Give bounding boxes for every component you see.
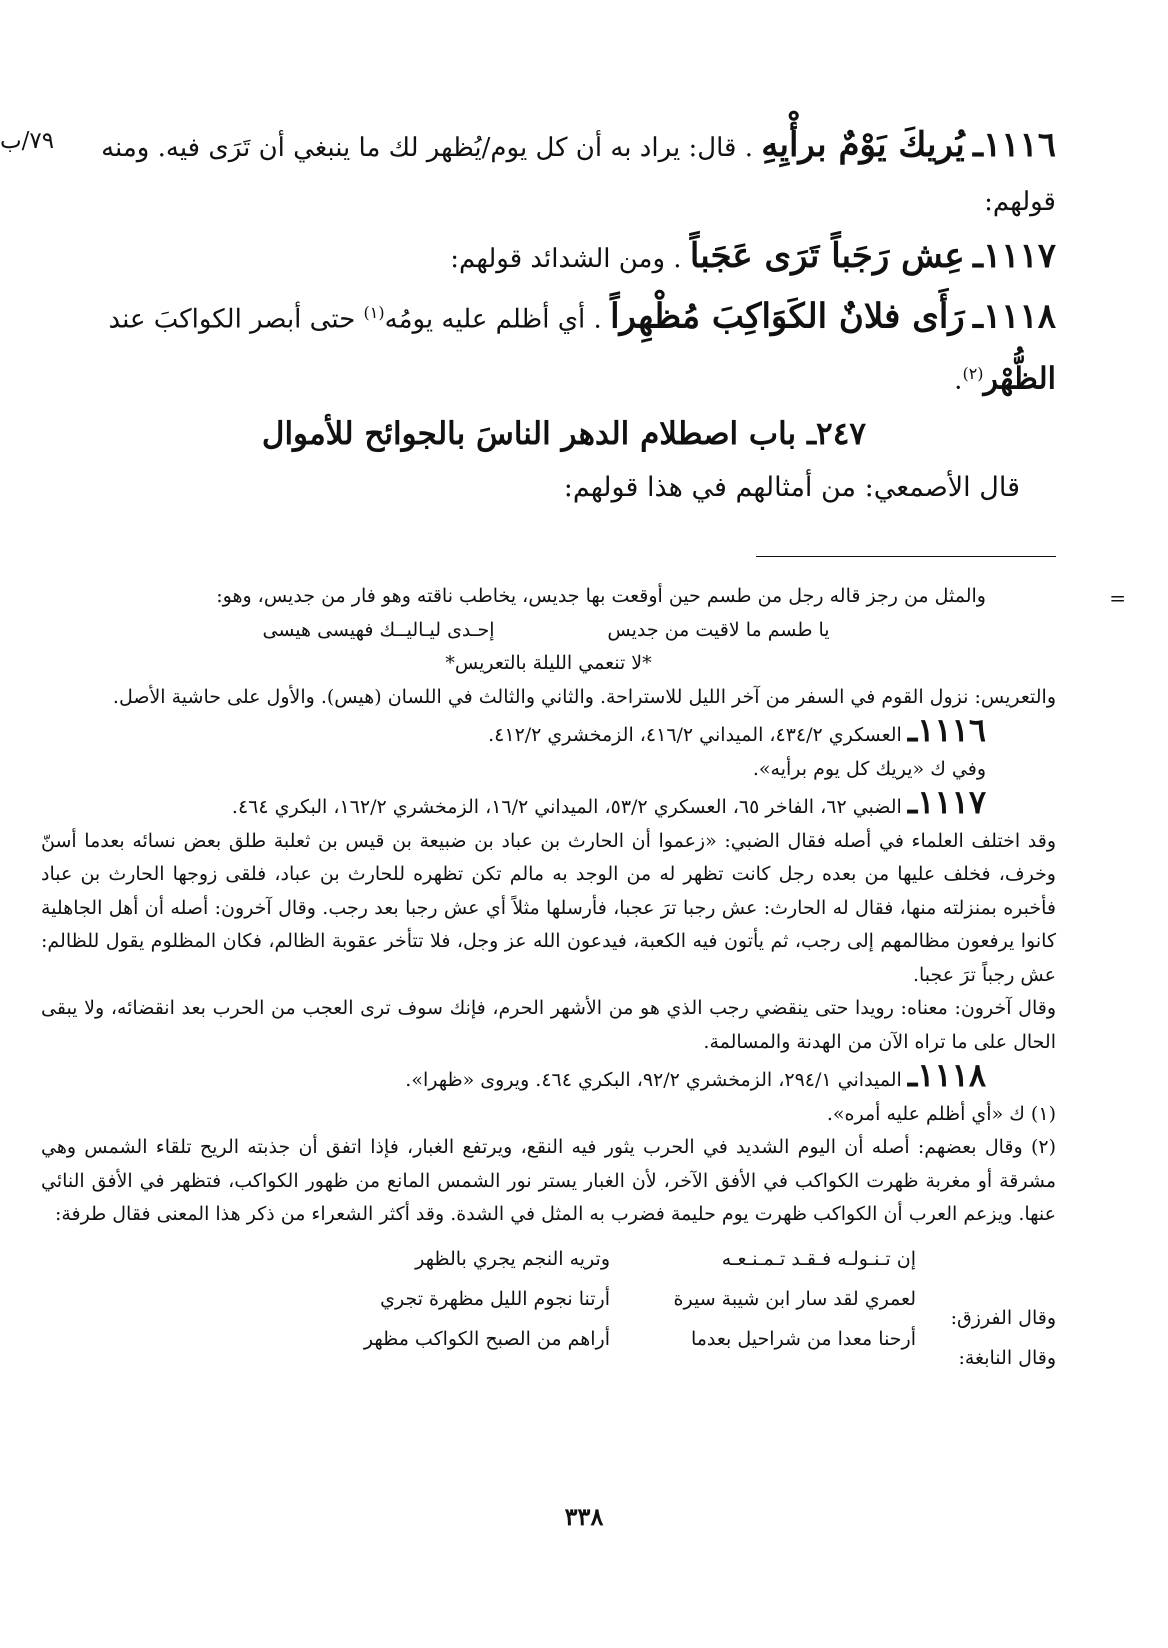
note-number: ١١١٦ـ — [907, 711, 986, 749]
note-paragraph: وقد اختلف العلماء في أصله فقال الضبي: «زعموا أن الحارث بن عباد بن ضبيعة بن قيس بن ثعلبة طلق بعض نسائه بعدما أسنّ وخرف، فخلف عليها من بعده رجل كانت تظهر له من الوجد به مالم تكن تظهره للحارث بن عباد، فلقى زوجها الحارث بن عباد فأخبره بمنزلته منها، فقال له الحارث: عش رجبا ترَ عجبا، فأرسلها مثلاً أي عش رجبا بعد رجب. وقال آخرون: أصله أن أهل الجاهلية كانوا يرفعون مظالمهم إلى رجب، ثم يأتون فيه الكعبة، فيدعون الله عز وجل، فلا تتأخر عقوبة الظالم، فكان المظلوم يقول للظالم: عش رجباً ترَ عجبا. — [41, 829, 1056, 986]
note-text: الميداني ٢٩٤/١، الزمخشري ٩٢/٢، البكري ٤٦٤. ويروى «ظهرا». — [405, 1069, 908, 1091]
poet-label: وقال الفرزق: — [950, 1306, 1056, 1329]
note-number: ١١١٨ـ — [907, 1056, 986, 1094]
main-text — [46, 118, 1056, 515]
footnote-1: (١) ك «أي أظلم عليه أمره». — [826, 1102, 1056, 1125]
entry-number: ١١١٧ـ — [972, 236, 1056, 276]
note-number: ١١١٧ـ — [907, 783, 986, 821]
chapter-intro: قال الأصمعي: من أمثالهم في هذا قولهم: — [563, 472, 1020, 504]
footnote-ref: (١) — [363, 303, 385, 322]
entry-1117 — [46, 229, 1056, 286]
page-number: ٣٣٨ — [564, 1502, 604, 1531]
proverb: عِش رَجَباً تَرَى عَجَباً — [689, 236, 965, 276]
footnotes — [41, 580, 1126, 1369]
verse-hemistich: أراهم من الصبح الكواكب مظهر — [363, 1327, 610, 1350]
entry-text: . — [954, 365, 963, 396]
footnote-divider — [756, 556, 1056, 557]
note-paragraph: والتعريس: نزول القوم في السفر من آخر الليل للاستراحة. والثاني والثالث في اللسان (هيس). والأول على حاشية الأصل. — [112, 685, 1056, 708]
entry-text: حتى أبصر الكواكبَ عند — [108, 304, 364, 335]
entry-number: ١١١٦ـ — [972, 125, 1056, 165]
footnote-2: (٢) وقال بعضهم: أصله أن اليوم الشديد في الحرب يثور فيه النقع، ويرتفع الغبار، فإذا اتفق أن جذبته الريح تلقاء الشمس وهي مشرقة أو مغربة ظهرت الكواكب في الأفق الآخر، لأن الغبار يستر نور الشمس المانع من ظهور الكواكب، فتظهر في الأفق النائي عنها. ويزعم العرب أن الكواكب ظهرت يوم حليمة فضرب به المثل في الشدة. وقد أكثر الشعراء من ذكر هذا المعنى فقال طرفة: — [41, 1136, 1056, 1225]
poetry-line — [41, 1240, 1056, 1280]
proverb: رَأَى فلانٌ الكَوَاكِبَ مُظْهِراً — [610, 296, 965, 337]
verse-hemistich: أرحنا معدا من شراحيل بعدما — [690, 1327, 916, 1350]
entry-1116 — [46, 118, 1056, 175]
verse-hemistich: لعمري لقد سار ابن شيبة سيرة — [673, 1287, 916, 1310]
verse-hemistich: إن تـنـولـه فـقـد تـمـنـعـه — [721, 1247, 916, 1270]
entry-1118-continuation — [46, 347, 1056, 408]
entry-text: . ومن الشدائد قولهم: — [450, 244, 682, 274]
verse-hemistich: إحـدى ليـاليــك فهيسى هيسى — [262, 618, 495, 641]
note-text: الضبي ٦٢، الفاخر ٦٥، العسكري ٥٣/٢، الميداني ١٦/٢، الزمخشري ١٦٢/٢، البكري ٤٦٤. — [231, 796, 908, 818]
entry-text: . أي أظلم عليه يومُه — [384, 304, 602, 335]
note-paragraph: وفي ك «يريك كل يوم برأيه». — [752, 757, 986, 780]
note-1118 — [41, 1056, 1056, 1098]
note-text: العسكري ٤٣٤/٢، الميداني ٤١٦/٢، الزمخشري ٤١٢/٢. — [488, 724, 908, 746]
entry-1116-continuation: قولهم: — [984, 187, 1056, 217]
note-paragraph: وقال آخرون: معناه: رويدا حتى ينقضي رجب الذي هو من الأشهر الحرم، فإنك سوف ترى العجب من الحرب بعد انقضائه، ولا يبقى الحال على ما تراه الآن من الهدنة والمسالمة. — [41, 997, 1056, 1053]
entry-1118 — [46, 286, 1056, 347]
poetry-citations — [41, 1240, 1056, 1369]
manuscript-folio-note: ٧٩/ب — [0, 128, 55, 154]
entry-number: ١١١٨ـ — [972, 296, 1056, 337]
poetry-line — [41, 1320, 1056, 1369]
verse-hemistich: يا طسم ما لاقيت من جديس — [607, 618, 830, 641]
verse-hemistich: وتريه النجم يجري بالظهر — [415, 1247, 610, 1270]
poet-label: وقال النابغة: — [958, 1346, 1056, 1369]
verse-line: *لا تنعمي الليلة بالتعريس* — [445, 652, 652, 674]
proverb: يُريكَ يَوْمٌ برأْيِهِ — [761, 125, 965, 165]
verse-hemistich: أرتنا نجوم الليل مظهرة تجري — [380, 1287, 610, 1310]
poetry-line — [41, 1280, 1056, 1329]
entry-text: الظُّهْر — [983, 361, 1056, 397]
note-1116 — [41, 711, 1056, 753]
footnote-ref: (٢) — [962, 363, 984, 383]
continuation-mark: = — [1109, 586, 1126, 610]
entry-text: . قال: يراد به أن كل يوم/يُظهر لك ما ينبغي أن تَرَى فيه. ومنه — [101, 133, 753, 163]
note-1117 — [41, 783, 1056, 825]
note-paragraph: والمثل من رجز قاله رجل من طسم حين أوقعت بها جديس، يخاطب ناقته وهو فار من جديس، وهو: — [216, 585, 986, 607]
verse-line — [41, 614, 1056, 648]
chapter-title: ٢٤٧ـ باب اصطلام الدهر الناسَ بالجوائح للأموال — [261, 416, 866, 453]
